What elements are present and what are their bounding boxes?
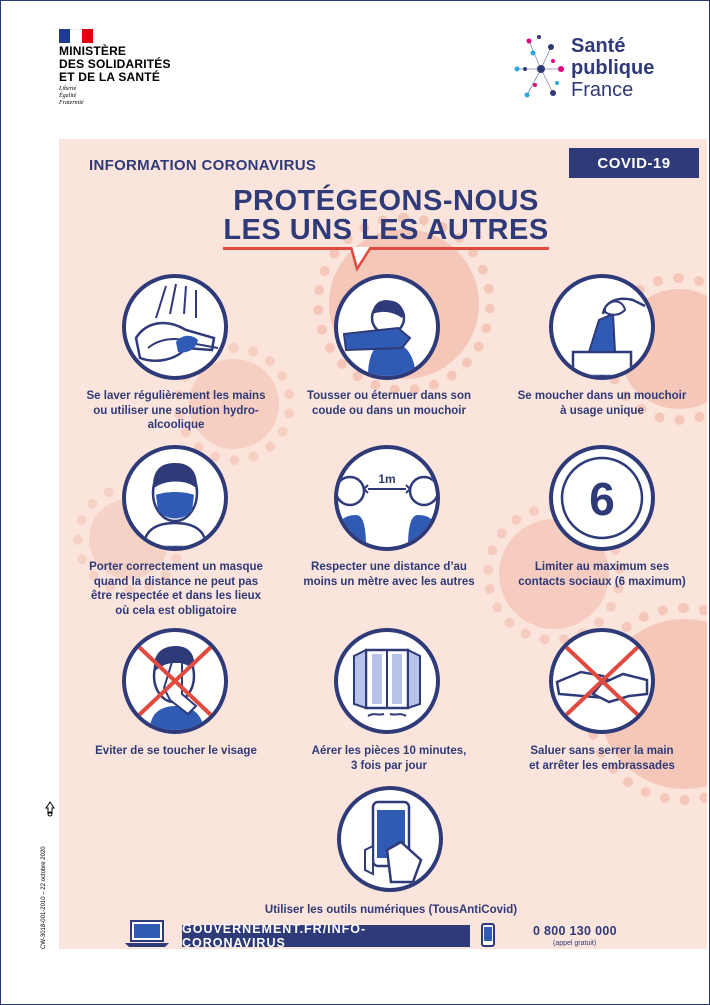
motto-line: Liberté — [59, 86, 77, 92]
caption-line: ou utiliser une solution hydro- — [93, 404, 259, 417]
mask-icon — [122, 445, 228, 551]
caption-line: Se moucher dans un mouchoir — [517, 390, 687, 402]
french-flag-icon — [59, 29, 93, 43]
spf-line: Santé — [571, 35, 626, 57]
ministry-line: DES SOLIDARITÉS — [59, 57, 171, 71]
headline-line: PROTÉGEONS-NOUS — [233, 185, 539, 217]
ministry-name — [59, 45, 171, 84]
caption-line: Aérer les pièces 10 minutes, — [311, 745, 467, 757]
caption-line: Se laver régulièrement les mains — [86, 390, 266, 402]
caption-line: être respectée et dans les lieux — [90, 590, 262, 602]
no-face-touch-icon — [122, 628, 228, 734]
caption-line: moins un mètre avec les autres — [303, 575, 475, 588]
headline — [181, 187, 591, 250]
caption-line: à usage unique — [560, 404, 644, 417]
caption-line: coude ou dans un mouchoir — [312, 404, 466, 417]
caption-line: et arrêter les embrassades — [529, 759, 675, 772]
laptop-icon — [125, 919, 169, 947]
caption-line: Saluer sans serrer la main — [530, 745, 674, 757]
smartphone-app-icon — [337, 786, 443, 892]
window-airing-icon — [334, 628, 440, 734]
six-label: 6 — [589, 473, 615, 525]
phone-icon — [481, 923, 495, 947]
spf-line: France — [571, 79, 634, 101]
caption-line: Tousser ou éternuer dans son — [306, 390, 471, 402]
tissue-icon — [549, 274, 655, 380]
gesture-caption — [71, 560, 281, 618]
motto-line: Égalité — [59, 93, 77, 99]
cough-elbow-icon — [334, 274, 440, 380]
gesture-caption — [231, 903, 551, 918]
gesture-caption — [71, 744, 281, 759]
caption-line: alcoolique — [147, 419, 205, 431]
gesture-caption — [497, 560, 707, 589]
hand-washing-icon — [122, 274, 228, 380]
distance-label: 1m — [378, 472, 396, 486]
caption-line: Respecter une distance d’au — [311, 561, 467, 573]
six-contacts-icon — [549, 445, 655, 551]
sante-publique-france-wordmark — [571, 35, 654, 101]
document-reference: CW-3018-001-2010 – 22 octobre 2020 — [41, 846, 47, 949]
gesture-caption — [284, 389, 494, 418]
info-title: INFORMATION CORONAVIRUS — [89, 157, 317, 174]
spf-line: publique — [571, 57, 655, 79]
no-handshake-icon — [549, 628, 655, 734]
phone-note: (appel gratuit) — [553, 940, 597, 947]
caption-line: Limiter au maximum ses — [534, 561, 670, 573]
gesture-caption — [71, 389, 281, 433]
caption-line: Porter correctement un masque — [89, 561, 263, 573]
caption-line: Eviter de se toucher le visage — [95, 745, 257, 757]
motto-line: Fraternité — [59, 100, 84, 106]
gesture-caption — [497, 744, 707, 773]
caption-line: Utiliser les outils numériques (TousAntiCovid) — [264, 904, 518, 916]
phone-number[interactable]: 0 800 130 000 — [533, 924, 617, 938]
info-url-link[interactable]: GOUVERNEMENT.FR/INFO-CORONAVIRUS — [182, 925, 470, 947]
caption-line: où cela est obligatoire — [115, 604, 237, 617]
distance-icon — [334, 445, 440, 551]
sante-publique-france-logo-icon — [511, 29, 571, 109]
covid-badge: COVID-19 — [569, 148, 699, 178]
ministry-line: MINISTÈRE — [59, 44, 127, 58]
caption-line: quand la distance ne peut pas — [93, 575, 259, 588]
caption-line: 3 fois par jour — [350, 759, 428, 772]
headline-line: LES UNS LES AUTRES — [223, 216, 548, 250]
ministry-line: ET DE LA SANTÉ — [59, 70, 161, 84]
gesture-caption — [497, 389, 707, 418]
gesture-caption — [284, 744, 494, 773]
speech-bubble-tail-icon — [349, 245, 389, 271]
gesture-caption — [284, 560, 494, 589]
republic-motto — [59, 86, 84, 107]
caption-line: contacts sociaux (6 maximum) — [518, 575, 686, 588]
